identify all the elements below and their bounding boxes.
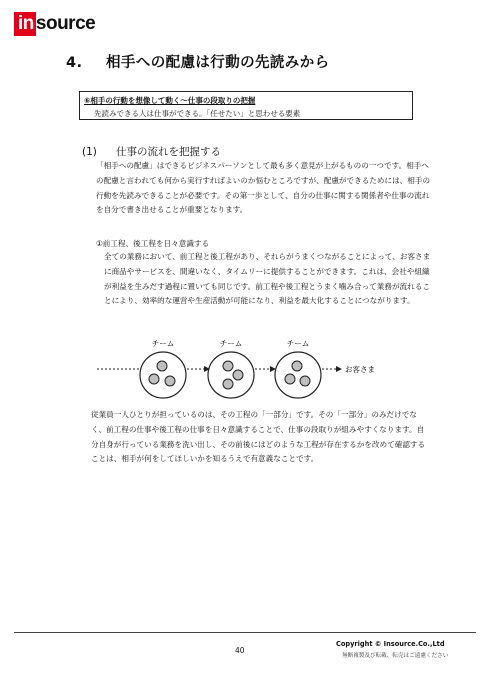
member-dot: [149, 374, 159, 384]
reproduction-notice: 無断複製及び転載、転売はご遠慮ください: [342, 653, 449, 659]
member-dot: [165, 376, 175, 386]
team-node-1: [140, 352, 186, 398]
logo-mark: in: [14, 12, 36, 36]
subheading: ①前工程、後工程を日々意識する: [96, 239, 210, 248]
member-dot: [157, 361, 167, 371]
process-paragraph: 全ての業務において、前工程と後工程があり、それらがうまくつながることによって、お客さまに商品やサービスを、間違いなく、タイムリーに提供することができます。これは、会社や組織が利益を生みだす過程に置いても同じです。前工程や後工程とうまく噛み合って業務が流れることにより、効率的な運営や生産活動が可能になり、利益を最大化することにつながります。: [104, 252, 431, 306]
section-number: (1): [82, 146, 97, 158]
topic-heading: ⑥相手の行動を想像して動く～仕事の段取りの把握: [84, 96, 256, 105]
page-number: 40: [235, 646, 245, 655]
team-label-2: チーム: [219, 339, 243, 348]
customer-label: お客さま: [345, 365, 375, 374]
team-label-3: チーム: [286, 339, 310, 348]
intro-paragraph: 「相手への配慮」はできるビジネスパーソンとして最も多く意見が上がるものの一つです。相手への配慮と言われても何から実行すればよいのか悩むところですが、配慮ができるためには、相手の行動を先読みできることが必要です。その第一歩として、自分の仕事に関する関係者や仕事の流れを自分で書き出せることが重要となります。: [96, 161, 431, 215]
logo-text: source: [35, 13, 96, 34]
member-dot: [223, 361, 233, 371]
summary-paragraph: 従業員一人ひとりが担っているのは、その工程の「一部分」です。その「一部分」のみだけでなく、前工程の仕事や後工程の仕事を日々意識することで、仕事の段取りが組みやすくなります。自分自身が行っている業務を洗い出し、その前後にはどのような工程が存在するかを改めて確認することは、相手が何をしてほしいかを知るうえで有意義なことです。: [91, 410, 426, 464]
footer-divider: [14, 632, 476, 633]
copyright-text: Copyright © Insource.Co.,Ltd: [336, 640, 445, 648]
team-node-2: [208, 352, 254, 398]
team-node-3: [275, 352, 321, 398]
member-dot: [300, 376, 310, 386]
member-dot: [285, 374, 295, 384]
member-dot: [233, 370, 243, 380]
title-text: 相手への配慮は行動の先読みから: [106, 55, 330, 71]
topic-subline: 先読みできる人は仕事ができる。「任せたい」と思わせる要素: [94, 109, 301, 118]
title-number: 4.: [66, 55, 83, 71]
member-dot: [292, 361, 302, 371]
team-label-1: チーム: [151, 339, 175, 348]
section-title-text: 仕事の流れを把握する: [116, 146, 221, 158]
member-dot: [223, 379, 233, 389]
